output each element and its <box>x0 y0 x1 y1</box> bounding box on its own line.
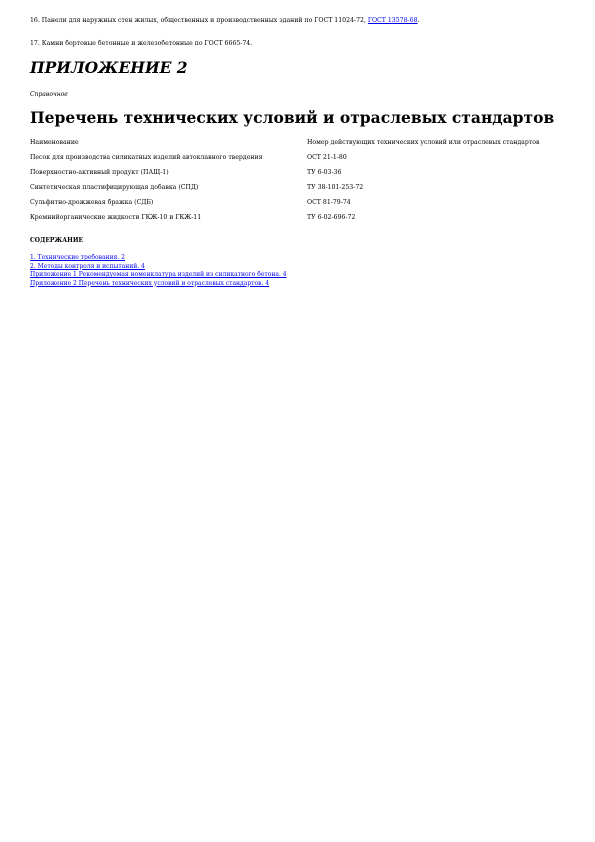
cell-name: Поверхностно-активный продукт (ПАЩ-1) <box>30 169 169 176</box>
cell-name: Кремнийорганические жидкости ГКЖ-10 и ГКЖ-11 <box>30 214 202 221</box>
standards-table <box>30 137 550 227</box>
header-number: Номер действующих технических условий или отраслевых стандартов <box>307 139 540 146</box>
paragraph-16-end: . <box>417 17 420 24</box>
appendix-title: ПРИЛОЖЕНИЕ 2 <box>30 58 188 77</box>
cell-number: ОСТ 21-1-80 <box>307 154 347 161</box>
gost-13578-68-link[interactable]: ГОСТ 13578-68 <box>367 17 418 24</box>
standards-heading: Перечень технических условий и отраслевых стандартов <box>30 108 555 127</box>
contents-link-control-methods[interactable]: 2. Методы контроля и испытаний. 4 <box>30 262 145 270</box>
contents-link-appendix-1[interactable]: Приложение 1 Рекомендуемая номенклатура изделий из силикатного бетона. 4 <box>30 271 287 278</box>
cell-name: Песок для производства силикатных изделий автоклавного твердения <box>30 154 263 161</box>
paragraph-16 <box>30 16 570 25</box>
table-row <box>30 182 550 197</box>
cell-name: Сульфитно-дрожжевая бражка (СДБ) <box>30 199 154 206</box>
contents-link-appendix-2[interactable]: Приложение 2 Перечень технических условий и отраслевых стандартов. 4 <box>30 279 270 287</box>
contents-link-technical-requirements[interactable]: 1. Технические требования. 2 <box>30 254 125 261</box>
table-row <box>30 152 550 167</box>
cell-number: ТУ 6-03-36 <box>307 169 342 176</box>
table-row <box>30 197 550 212</box>
contents-list <box>30 254 570 288</box>
paragraph-16-text: 16. Панели для наружных стен жилых, общественных и производственных зданий по ГОСТ 11024-72, <box>30 17 368 24</box>
header-name: Наименование <box>30 139 79 146</box>
document-page <box>30 16 570 288</box>
table-row <box>30 167 550 182</box>
cell-number: ОСТ 81-79-74 <box>307 199 351 206</box>
appendix-note: Справочное <box>30 91 68 98</box>
cell-number: ТУ 38-101-253-72 <box>307 184 364 191</box>
cell-number: ТУ 6-02-696-72 <box>307 214 356 221</box>
paragraph-17: 17. Камни бортовые бетонные и железобетонные по ГОСТ 6665-74. <box>30 40 253 47</box>
table-row <box>30 212 550 227</box>
contents-title: СОДЕРЖАНИЕ <box>30 237 84 244</box>
cell-name: Синтетическая пластифицирующая добавка (СПД) <box>30 184 199 191</box>
table-header-row <box>30 137 550 152</box>
